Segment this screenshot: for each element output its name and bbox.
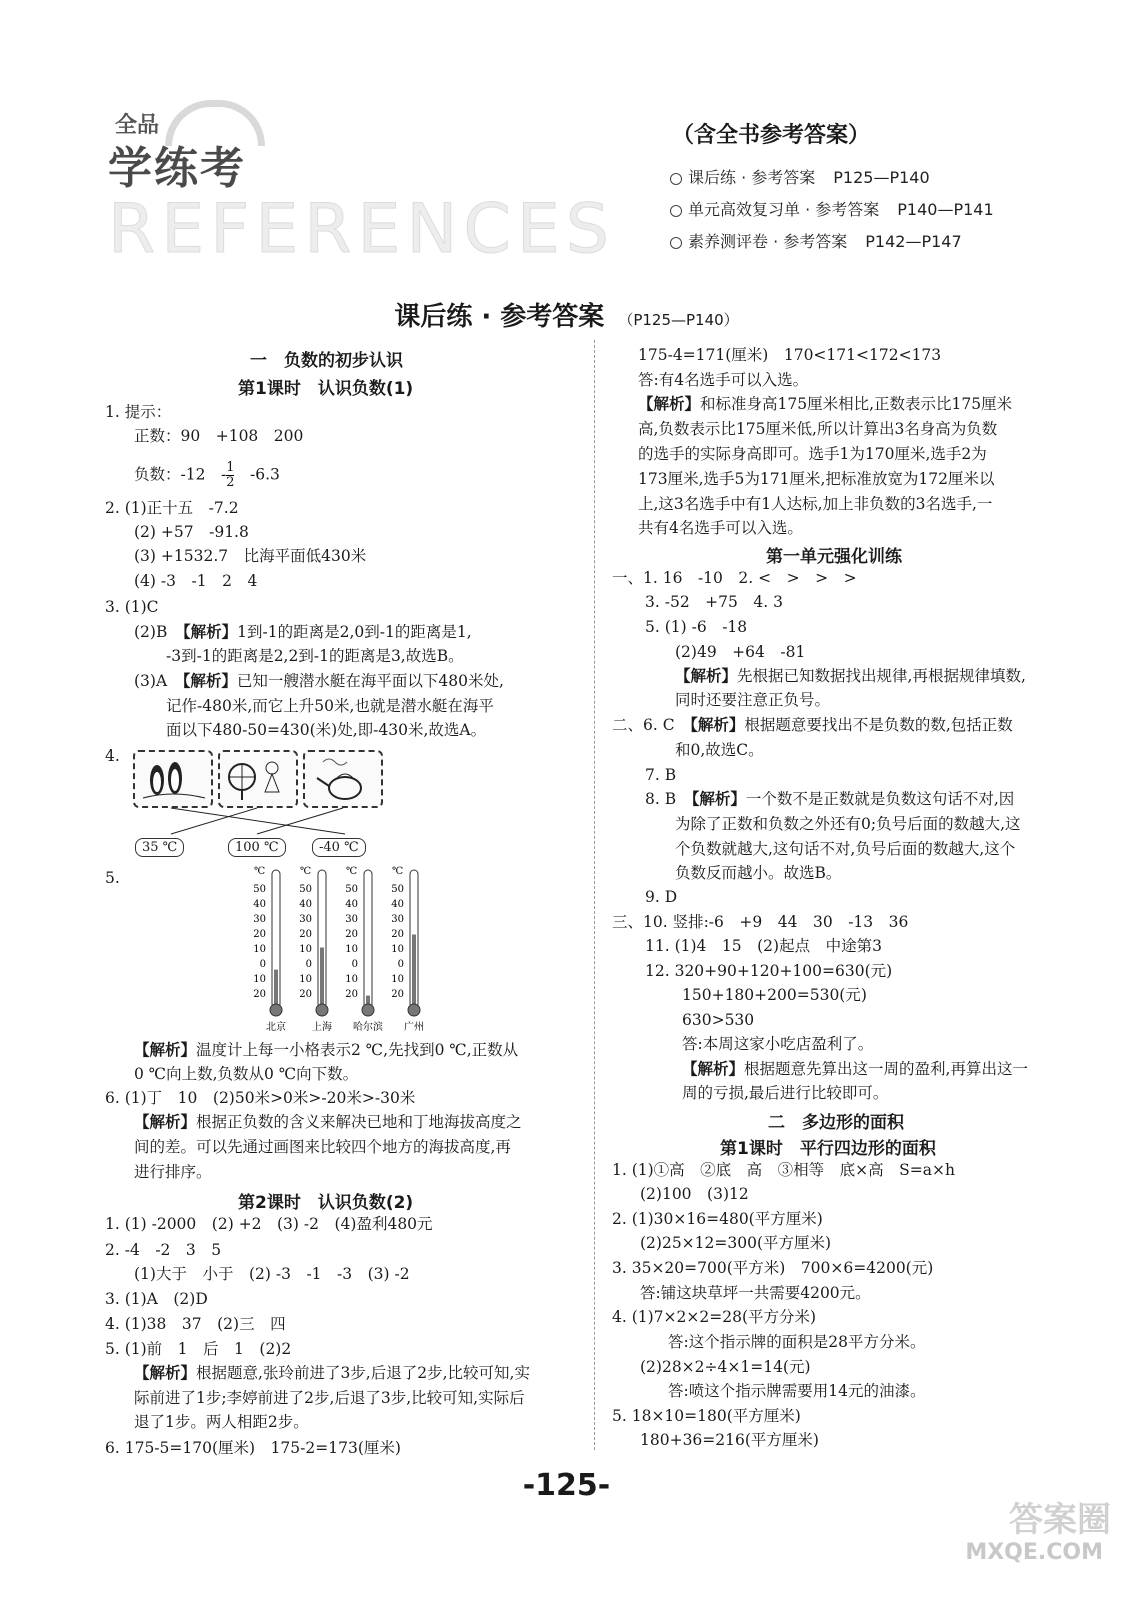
answer-line: (1)大于 小于 (2) -3 -1 -3 (3) -2: [134, 1265, 410, 1283]
contents-label: 课后练 · 参考答案: [688, 168, 816, 187]
answer-line: 正数：90 +108 200: [134, 427, 304, 445]
thermo-city: 北京: [266, 1022, 286, 1033]
page-number: -125-: [522, 1468, 611, 1503]
answer-line: 为除了正数和负数之外还有0;负号后面的数越大,这: [675, 815, 1021, 833]
thermo-tick: 20: [253, 929, 266, 940]
analysis-tag: 【解析】: [691, 789, 746, 808]
answer-line: 答:有4名选手可以入选。: [638, 371, 809, 389]
answer-line: 4. (1)7×2×2=28(平方分米): [612, 1308, 817, 1326]
contents-title: （含全书参考答案）: [672, 123, 871, 148]
thermo-tick: 10: [253, 974, 266, 985]
answer-line: (3) +1532.7 比海平面低430米: [134, 547, 367, 565]
circle-icon: [670, 205, 682, 217]
answer-line: 记作-480米,而它上升50米,也就是潜水艇在海平: [166, 697, 494, 715]
answer-text: (3)A: [134, 672, 183, 690]
answer-line: 三、10. 竖排:-6 +9 44 30 -13 36: [612, 913, 909, 931]
contents-label: 素养测评卷 · 参考答案: [688, 232, 848, 251]
thermo-tick: 10: [253, 944, 266, 955]
thermo-tick: 30: [345, 914, 358, 925]
thermo-tick: 20: [299, 929, 312, 940]
thermo-tick: 40: [299, 899, 312, 910]
thermo-bulb: [362, 1004, 374, 1016]
analysis-tag: 【解析】: [134, 1040, 197, 1059]
brand-en: REFERENCES: [108, 190, 615, 269]
penguin-image: [133, 750, 213, 808]
thermo-tick: 0: [259, 959, 266, 970]
thermo-tick: 50: [299, 884, 312, 895]
column-divider: [594, 340, 595, 1450]
thermo-tick: 30: [391, 914, 404, 925]
answer-line: 11. (1)4 15 (2)起点 中途第3: [645, 937, 882, 955]
thermo-tick: 40: [391, 899, 404, 910]
contents-pages: P140—P141: [897, 200, 994, 219]
answer-line: [134, 671, 504, 691]
thermo-city: 广州: [404, 1022, 424, 1033]
thermo-tick: 50: [345, 884, 358, 895]
answer-line: (2) +57 -91.8: [134, 523, 249, 541]
question-number: 4.: [105, 747, 120, 765]
answer-line: 答:本周这家小吃店盈利了。: [682, 1035, 874, 1053]
thermo-tick: 30: [253, 914, 266, 925]
fraction: [226, 461, 234, 490]
fraction-num: 1: [226, 460, 235, 475]
section-title: [0, 296, 1133, 333]
thermo-level: [320, 948, 324, 1007]
answer-line: (2)49 +64 -81: [675, 643, 806, 661]
thermo-tick: 20: [299, 989, 312, 1000]
answer-line: [134, 622, 472, 642]
thermo-tick: 10: [345, 944, 358, 955]
answer-line: [675, 666, 1026, 686]
answer-line: 7. B: [645, 766, 677, 784]
answer-text: 已知一艘潜水艇在海平面以下480米处,: [236, 672, 504, 690]
question-number: 5.: [105, 869, 120, 887]
answer-line: 0 ℃向上数,负数从0 ℃向下数。: [134, 1065, 359, 1083]
answer-line: [134, 461, 280, 490]
answer-line: 2. (1)正十五 -7.2: [105, 499, 239, 517]
answer-line: 3. (1)A (2)D: [105, 1290, 208, 1308]
thermo-city: 哈尔滨: [353, 1022, 383, 1033]
answer-text: 温度计上每一小格表示2 ℃,先找到0 ℃,正数从: [196, 1041, 519, 1059]
thermo-tick: 10: [391, 974, 404, 985]
answer-line: [134, 1040, 518, 1060]
answer-text: 先根据已知数据找出规律,再根据规律填数,: [737, 667, 1026, 685]
thermo-tick: 20: [345, 929, 358, 940]
answer-line: 3. (1)C: [105, 598, 159, 616]
penguin-icon: [135, 752, 211, 806]
thermo-tick: 10: [391, 944, 404, 955]
answer-line: 高,负数表示比175厘米低,所以计算出3名身高为负数: [638, 420, 998, 438]
brand-logo: 学练考: [108, 143, 246, 194]
answer-line: 630>530: [682, 1011, 755, 1029]
contents-pages: P142—P147: [865, 232, 962, 251]
thermometer-figure: [250, 862, 440, 1034]
thermo-unit: ℃: [346, 866, 358, 877]
answer-line: 6. 175-5=170(厘米) 175-2=173(厘米): [105, 1439, 401, 1457]
lesson-title: 第1课时 平行四边形的面积: [720, 1139, 936, 1159]
answer-text: 负数：-12 -: [134, 465, 227, 484]
circle-icon: [670, 173, 682, 185]
answer-line: 180+36=216(平方厘米): [640, 1431, 819, 1449]
analysis-tag: 【解析】: [182, 622, 238, 641]
thermo-tube: [364, 870, 372, 1008]
answer-line: [645, 789, 1014, 809]
answer-line: 173厘米,选手5为171厘米,把标准放宽为172厘米以: [638, 470, 995, 488]
contents-pages: P125—P140: [833, 168, 930, 187]
contents-item: [670, 229, 962, 252]
answer-line: [682, 1059, 1028, 1079]
answer-line: 12. 320+90+120+100=630(元): [645, 962, 893, 980]
thermo-tick: 40: [253, 899, 266, 910]
answer-line: (2)25×12=300(平方厘米): [640, 1234, 832, 1252]
thermo-tick: 20: [345, 989, 358, 1000]
answer-line: 1. 提示：: [105, 403, 172, 421]
thermo-city: 上海: [312, 1022, 332, 1033]
circle-icon: [670, 237, 682, 249]
thermo-bulb: [270, 1004, 282, 1016]
answer-line: 175-4=171(厘米) 170<171<172<173: [638, 346, 942, 364]
answer-line: 150+180+200=530(元): [682, 986, 867, 1004]
answer-line: 6. (1)丁 10 (2)50米>0米>-20米>-30米: [105, 1089, 416, 1107]
answer-text: 一个数不是正数就是负数这句话不对,因: [745, 790, 1015, 808]
answer-text: (2)B: [134, 623, 183, 641]
answer-text: 二、6. C: [612, 716, 691, 734]
answer-line: 答:铺这块草坪一共需要4200元。: [640, 1284, 871, 1302]
thermo-tick: 20: [253, 989, 266, 1000]
kettle-icon: [305, 752, 381, 806]
unit-title: 二 多边形的面积: [768, 1113, 904, 1133]
analysis-tag: 【解析】: [182, 671, 237, 690]
analysis-tag: 【解析】: [134, 1363, 197, 1382]
answer-line: 上,这3名选手中有1人达标,加上非负数的3名选手,一: [638, 495, 993, 513]
thermo-bulb: [316, 1004, 328, 1016]
watermark-url: MXQE.COM: [965, 1540, 1103, 1565]
answer-line: 个负数就越大,这句话不对,负号后面的数越大,这个: [675, 840, 1016, 858]
answer-line: 际前进了1步;李婷前进了2步,后退了3步,比较可知,实际后: [134, 1389, 525, 1407]
fan-image: [218, 750, 298, 808]
temp-label: 100 ℃: [228, 838, 286, 857]
thermo-tick: 50: [391, 884, 404, 895]
thermo-unit: ℃: [254, 866, 266, 877]
thermo-tick: 20: [391, 929, 404, 940]
answer-line: 间的差。可以先通过画图来比较四个地方的海拔高度,再: [134, 1138, 511, 1156]
answer-line: 面以下480-50=430(米)处,即-430米,故选A。: [166, 721, 487, 739]
answer-line: (2)28×2÷4×1=14(元): [640, 1358, 811, 1376]
lesson-title: 第2课时 认识负数(2): [238, 1193, 414, 1213]
answer-line: [638, 394, 1012, 414]
answer-line: 3. 35×20=700(平方米) 700×6=4200(元): [612, 1259, 934, 1277]
thermo-tick: 10: [345, 974, 358, 985]
answer-line: 负数反而越小。故选B。: [675, 864, 842, 882]
answer-line: 5. (1)前 1 后 1 (2)2: [105, 1340, 292, 1358]
fan-girl-icon: [220, 752, 296, 806]
answer-line: 同时还要注意正负号。: [675, 691, 831, 709]
answer-line: 答:这个指示牌的面积是28平方分米。: [668, 1333, 926, 1351]
matching-lines: [133, 804, 383, 838]
thermo-level: [412, 935, 416, 1007]
thermo-unit: ℃: [392, 866, 404, 877]
answer-text: 1到-1的距离是2,0到-1的距离是1,: [237, 623, 472, 641]
answer-text: -6.3: [250, 465, 280, 484]
answer-line: 9. D: [645, 888, 678, 906]
kettle-image: [303, 750, 383, 808]
watermark: 答案圈: [1009, 1500, 1111, 1540]
section-range: （P125—P140）: [618, 311, 739, 329]
temp-label: 35 ℃: [135, 838, 184, 857]
thermo-unit: ℃: [300, 866, 312, 877]
answer-line: 4. (1)38 37 (2)三 四: [105, 1315, 286, 1333]
thermo-tick: 0: [397, 959, 404, 970]
answer-text: 和标准身高175厘米相比,正数表示比175厘米: [700, 395, 1013, 413]
thermo-tick: 40: [345, 899, 358, 910]
thermo-level: [274, 970, 278, 1006]
thermo-tick: 0: [351, 959, 358, 970]
thermo-tick: 30: [299, 914, 312, 925]
answer-line: [612, 715, 1013, 735]
answer-line: (2)100 (3)12: [640, 1185, 749, 1203]
answer-text: 根据题意先算出这一周的盈利,再算出这一: [744, 1060, 1028, 1078]
thermo-tick: 10: [299, 944, 312, 955]
answer-line: 答:喷这个指示牌需要用14元的油漆。: [668, 1382, 926, 1400]
answer-line: 2. -4 -2 3 5: [105, 1241, 222, 1259]
answer-text: 根据正负数的含义来解决已地和丁地海拔高度之: [196, 1113, 522, 1131]
answer-line: 周的亏损,最后进行比较即可。: [682, 1084, 889, 1102]
answer-line: (4) -3 -1 2 4: [134, 572, 258, 590]
analysis-tag: 【解析】: [675, 666, 738, 685]
temp-label: -40 ℃: [312, 838, 366, 857]
analysis-tag: 【解析】: [682, 1059, 745, 1078]
answer-text: 8. B: [645, 790, 692, 808]
answer-line: -3到-1的距离是2,2到-1的距离是3,故选B。: [166, 647, 464, 665]
answer-line: [134, 1112, 522, 1132]
thermo-tick: 50: [253, 884, 266, 895]
analysis-tag: 【解析】: [134, 1112, 197, 1131]
thermo-tick: 20: [391, 989, 404, 1000]
contents-item: [670, 165, 930, 188]
answer-line: 1. (1) -2000 (2) +2 (3) -2 (4)盈利480元: [105, 1215, 433, 1233]
answer-text: 根据题意,张玲前进了3步,后退了2步,比较可知,实: [196, 1364, 530, 1382]
contents-label: 单元高效复习单 · 参考答案: [688, 200, 880, 219]
answer-line: 退了1步。两人相距2步。: [134, 1413, 309, 1431]
thermo-tick: 10: [299, 974, 312, 985]
answer-line: 2. (1)30×16=480(平方厘米): [612, 1210, 823, 1228]
answer-line: 5. 18×10=180(平方厘米): [612, 1407, 801, 1425]
unit-train-title: 第一单元强化训练: [766, 547, 902, 567]
answer-line: 进行排序。: [134, 1163, 212, 1181]
thermo-bulb: [408, 1004, 420, 1016]
analysis-tag: 【解析】: [638, 394, 701, 413]
answer-line: 的选手的实际身高即可。选手1为170厘米,选手2为: [638, 445, 987, 463]
answer-line: 1. (1)①高 ②底 高 ③相等 底×高 S=a×h: [612, 1161, 955, 1179]
unit-title: 一 负数的初步认识: [250, 351, 403, 371]
answer-line: 一、1. 16 -10 2. < > > >: [612, 569, 857, 587]
answer-text: 根据题意要找出不是负数的数,包括正数: [744, 716, 1013, 734]
contents-item: [670, 197, 994, 220]
thermo-tick: 0: [305, 959, 312, 970]
answer-line: 和0,故选C。: [675, 741, 764, 759]
section-title-text: 课后练 · 参考答案: [394, 302, 605, 332]
answer-line: [134, 1363, 530, 1383]
answer-line: 3. -52 +75 4. 3: [645, 593, 783, 611]
answer-line: 共有4名选手可以入选。: [638, 519, 803, 537]
brand-small: 全品: [115, 113, 160, 138]
lesson-title: 第1课时 认识负数(1): [238, 379, 414, 399]
fraction-den: 2: [226, 475, 235, 490]
analysis-tag: 【解析】: [690, 715, 745, 734]
answer-line: 5. (1) -6 -18: [645, 618, 748, 636]
